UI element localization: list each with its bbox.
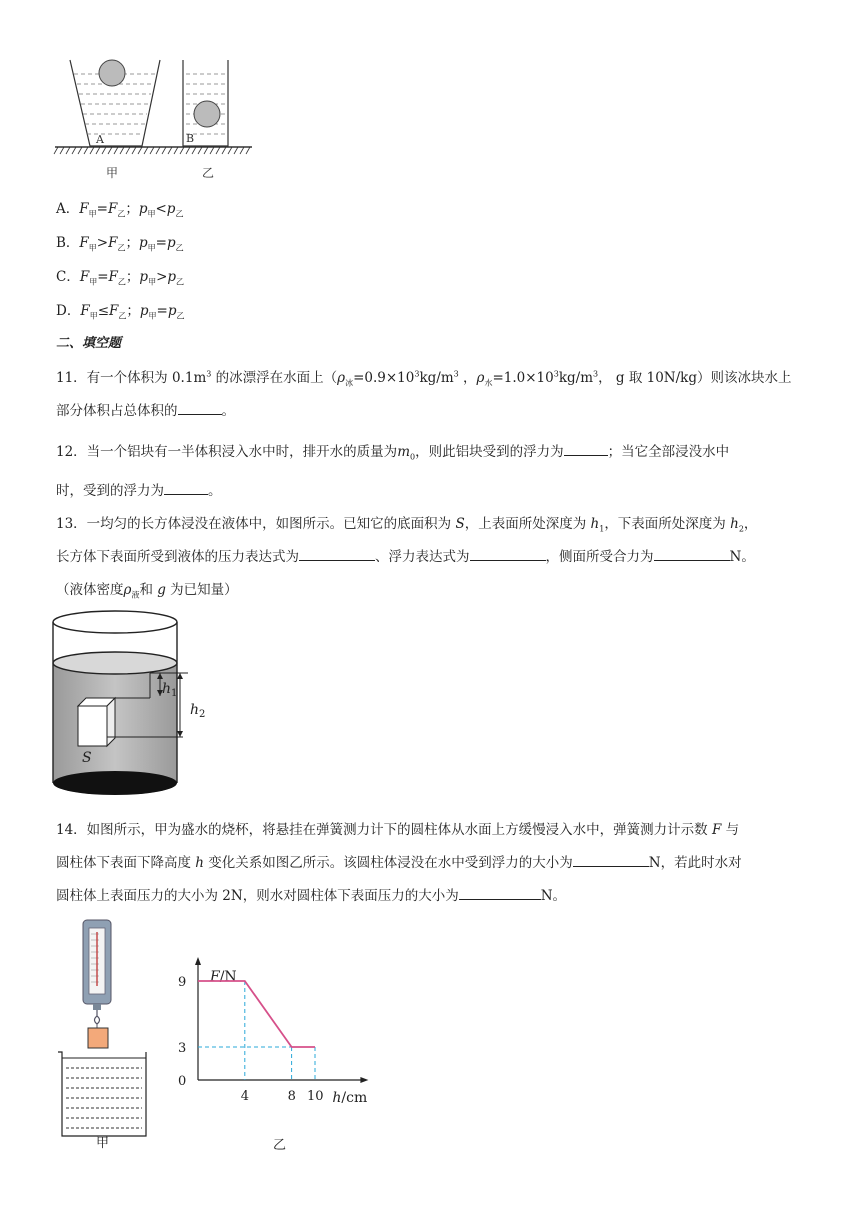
q14-line2 (56, 851, 742, 871)
x-tick-label: 8 (287, 1089, 296, 1104)
option-letter: D． (56, 303, 81, 319)
text: =0.9×10 (353, 370, 415, 386)
sub: 甲 (88, 243, 97, 253)
option-c (56, 265, 184, 288)
answer-blank[interactable] (299, 548, 375, 561)
f-sym: F (108, 269, 118, 285)
answer-blank[interactable] (164, 482, 208, 495)
x-tick-label: 10 (307, 1089, 324, 1104)
text: 变化关系如图乙所示。该圆柱体浸没在水中受到浮力的大小为 (204, 855, 573, 871)
text: ， g 取 10N/kg）则该冰块水上 (598, 370, 792, 386)
f-sym: F (80, 303, 90, 319)
spring-scale-figure (50, 918, 160, 1143)
sub: 甲 (147, 209, 156, 219)
sub: 乙 (117, 243, 126, 253)
text: ；当它全部浸没水中 (607, 444, 730, 460)
x-axis-label: h/cm (332, 1090, 368, 1106)
q12-line2 (56, 479, 222, 499)
rel: = (156, 303, 168, 319)
sub: 甲 (88, 209, 97, 219)
answer-blank[interactable] (470, 548, 546, 561)
sub: 乙 (175, 209, 184, 219)
f-sym: F (107, 201, 118, 217)
text: 圆柱体下表面下降高度 (56, 855, 196, 871)
f-sym: F (79, 201, 89, 217)
p-sym: p (138, 201, 148, 217)
q11-line2 (56, 399, 235, 419)
sup: 3 (453, 369, 459, 379)
text: ，侧面所受合力为 (545, 549, 654, 565)
text: 。 (221, 403, 235, 419)
text: 13．一均匀的长方体浸没在液体中，如图所示。已知它的底面积为 (56, 516, 456, 532)
text: 。 (208, 483, 222, 499)
sub: 乙 (118, 311, 127, 321)
rel: > (96, 235, 109, 251)
q13-line1 (56, 512, 757, 534)
text: 11．有一个体积为 0.1m (56, 370, 207, 386)
q13-line3 (56, 578, 238, 601)
rel: ≤ (97, 303, 110, 319)
p-sym: p (166, 235, 176, 251)
h-sym: h (730, 516, 739, 532)
fig-h2-sub: 2 (199, 709, 206, 720)
sub: 1 (599, 524, 605, 534)
caption-yi: 乙 (273, 1138, 287, 1153)
f-sym: F (79, 235, 89, 251)
sep: ； (125, 269, 140, 285)
text: 12．当一个铝块有一半体积浸入水中时，排开水的质量为 (56, 444, 398, 460)
option-a (56, 197, 183, 220)
sub: 乙 (117, 209, 126, 219)
y-tick-label: 3 (178, 1041, 187, 1056)
text: 部分体积占总体积的 (56, 403, 178, 419)
text: ， (458, 370, 477, 386)
sep: ； (125, 235, 139, 251)
y-axis-label: F/N (210, 969, 237, 985)
sub: 乙 (117, 277, 126, 287)
text: 与 (721, 822, 740, 838)
sub: 液 (131, 590, 140, 600)
text: N，若此时水对 (648, 855, 742, 871)
answer-blank[interactable] (564, 443, 608, 456)
option-letter: C． (56, 269, 80, 285)
sub: 乙 (175, 243, 184, 253)
sup: 3 (553, 369, 559, 379)
text: 为已知量） (165, 582, 238, 598)
text: =1.0×10 (492, 370, 554, 386)
text: kg/m (419, 370, 454, 386)
answer-blank[interactable] (459, 887, 541, 900)
sub: 0 (410, 452, 416, 462)
p-sym: p (139, 269, 149, 285)
x-tick-label: 4 (240, 1089, 250, 1104)
rho: ρ (337, 370, 346, 386)
option-letter: B． (56, 235, 80, 251)
rel: = (97, 269, 109, 285)
x-axis-arrow (360, 1077, 368, 1083)
y-axis-arrow (195, 957, 201, 965)
sub: 甲 (89, 311, 98, 321)
sub: 甲 (89, 277, 98, 287)
sep: ； (126, 303, 140, 319)
h-sym: h (195, 855, 204, 871)
text: 和 (139, 582, 158, 598)
q14-line1 (56, 818, 739, 838)
rel: < (155, 201, 167, 217)
text: N。 (729, 549, 755, 565)
rel: = (96, 201, 108, 217)
y-tick-label: 9 (178, 975, 187, 990)
option-b (56, 231, 184, 254)
answer-blank[interactable] (573, 854, 649, 867)
cylinder-figure (48, 608, 228, 803)
sub: 乙 (176, 311, 185, 321)
f-sym: F (109, 303, 119, 319)
q12-line1 (56, 440, 729, 462)
m-sym: m (397, 444, 410, 460)
q11-line1 (56, 366, 791, 389)
sub: 乙 (176, 277, 185, 287)
text: 长方体下表面所受到液体的压力表达式为 (56, 549, 299, 565)
f-sym: F (108, 235, 118, 251)
p-sym: p (139, 303, 149, 319)
sub: 2 (738, 524, 744, 534)
origin-label: 0 (178, 1074, 187, 1089)
rel: > (156, 269, 168, 285)
series-line (198, 981, 315, 1047)
section-title: 二、填空题 (56, 336, 122, 351)
q14-line3 (56, 884, 566, 904)
text: （液体密度 (56, 582, 124, 598)
sub: 冰 (345, 378, 354, 388)
caption-right: 乙 (202, 166, 215, 180)
option-letter: A． (56, 201, 80, 217)
label-a: A (96, 133, 104, 146)
answer-blank[interactable] (178, 402, 222, 415)
p-sym: p (167, 303, 177, 319)
f-sym: F (79, 269, 90, 285)
caption-jia: 甲 (96, 1136, 110, 1151)
fig-s-label: S (82, 750, 92, 766)
text: 时，受到的浮力为 (56, 483, 164, 499)
f-h-chart (165, 930, 385, 1110)
answer-blank[interactable] (654, 548, 730, 561)
fig-h1-sub: 1 (171, 688, 178, 699)
containers-figure (50, 50, 260, 185)
sub: 甲 (147, 243, 156, 253)
sub: 水 (484, 378, 493, 388)
sup: 3 (206, 369, 212, 379)
text: 、浮力表达式为 (375, 549, 470, 565)
text: ， (743, 516, 758, 532)
s-sym: S (455, 516, 465, 532)
svg-text:h2 (190, 702, 205, 720)
text: ，下表面所处深度为 (604, 516, 731, 532)
q13-line2 (56, 545, 755, 565)
f-sym: F (711, 822, 722, 838)
rel: = (155, 235, 167, 251)
sup: 3 (414, 369, 420, 379)
rho: ρ (123, 582, 132, 598)
p-sym: p (167, 269, 177, 285)
fig-h2: h (190, 702, 200, 718)
rho: ρ (476, 370, 485, 386)
text: 14．如图所示，甲为盛水的烧杯，将悬挂在弹簧测力计下的圆柱体从水面上方缓慢浸入水中，弹簧测力计示数 (56, 822, 712, 838)
g-sym: g (157, 582, 166, 598)
text: 的冰漂浮在水面上（ (211, 370, 338, 386)
caption-left: 甲 (106, 166, 119, 180)
sub: 甲 (148, 277, 157, 287)
fig-h1: h (162, 681, 172, 697)
text: ，则此铝块受到的浮力为 (415, 444, 564, 460)
sub: 甲 (148, 311, 157, 321)
p-sym: p (166, 201, 176, 217)
option-d (56, 299, 185, 322)
sep: ； (125, 201, 139, 217)
text: 圆柱体上表面压力的大小为 2N，则水对圆柱体下表面压力的大小为 (56, 888, 459, 904)
h-sym: h (590, 516, 600, 532)
p-sym: p (138, 235, 148, 251)
text: ，上表面所处深度为 (464, 516, 591, 532)
text: N。 (540, 888, 567, 904)
text: kg/m (558, 370, 593, 386)
label-b: B (186, 132, 195, 145)
sup: 3 (593, 369, 599, 379)
